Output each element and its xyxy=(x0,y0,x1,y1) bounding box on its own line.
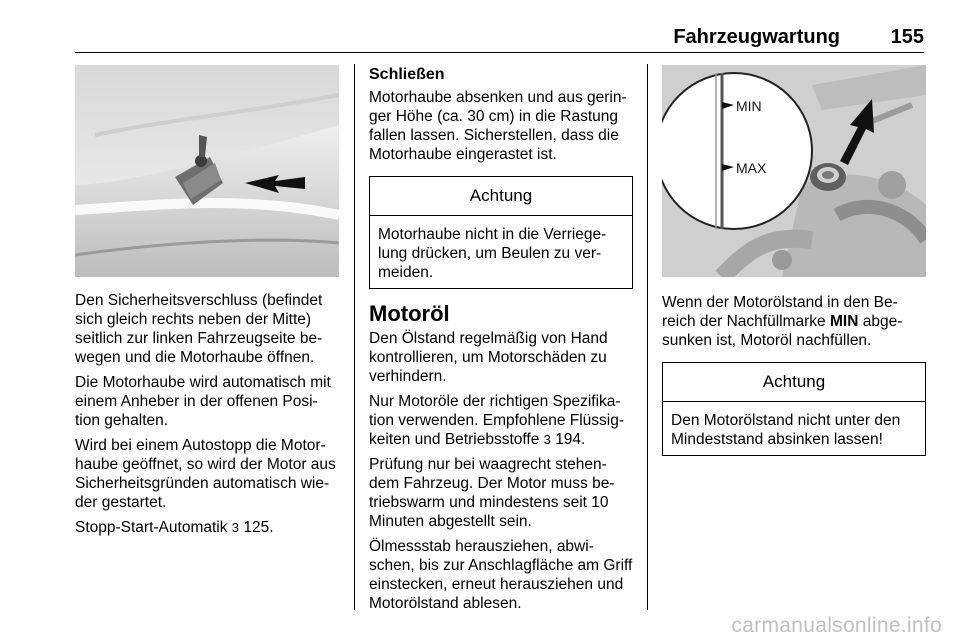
header-rule xyxy=(75,52,924,53)
paragraph-check-oil: Den Ölstand regelmäßig von Hand kontrollieren, um Motorschäden zu verhindern. xyxy=(369,330,608,385)
column-2 xyxy=(369,65,633,619)
hood-latch-illustration xyxy=(75,65,339,277)
page-reference-icon: 3 xyxy=(231,520,240,535)
caution-text: Motorhaube nicht in die Verriege-lung drücken, um Beulen zu ver-meiden. xyxy=(378,226,607,281)
closing-heading: Schließen xyxy=(369,66,445,83)
dipstick-illustration xyxy=(662,65,926,277)
column-1 xyxy=(75,65,341,543)
dipstick-figure xyxy=(662,65,926,277)
paragraph-dipstick: Ölmessstab herausziehen, abwi-schen, bis zur Anschlagfläche am Griff einstecken, erneut herausziehen und Motorölstand ablesen. xyxy=(369,538,633,612)
paragraph-release-latch: Den Sicherheitsverschluss (befindet sich gleich rechts neben der Mitte) seitlich zur linken Fahrzeugseite be-wegen und die Motorhaube öffnen. xyxy=(75,292,323,366)
paragraph-oil-specification: Nur Motoröle der richtigen Spezifika-tion verwenden. Empfohlene Flüssig-keiten und Betriebsstoffe 3 194. xyxy=(369,393,625,448)
paragraph-hood-lifter: Die Motorhaube wird automatisch mit einem Anheber in der offenen Posi-tion gehalten. xyxy=(75,374,331,429)
xref-page[interactable]: 194. xyxy=(555,431,586,448)
running-header-title: Fahrzeugwartung xyxy=(673,26,840,48)
column-divider-left xyxy=(354,64,355,610)
page-reference-icon: 3 xyxy=(543,432,551,447)
caution-box-hood xyxy=(369,176,633,289)
page-number: 155 xyxy=(890,26,924,48)
min-mark-label: MIN xyxy=(830,313,859,330)
hood-latch-figure xyxy=(75,65,339,277)
caution-title: Achtung xyxy=(663,363,925,402)
dipstick-max-mark: MAX xyxy=(736,160,767,176)
caution-text: Den Motorölstand nicht unter den Mindeststand absinken lassen! xyxy=(671,412,901,448)
column-3 xyxy=(662,65,926,468)
xref-page[interactable]: 125. xyxy=(243,519,274,536)
paragraph-autostop: Wird bei einem Autostopp die Motor-haube geöffnet, so wird der Motor aus Sicherheitsgründen automatisch wie-der gestartet. xyxy=(75,437,336,511)
paragraph-check-conditions: Prüfung nur bei waagrecht stehen-dem Fahrzeug. Der Motor muss be-triebswarm und mindestens seit 10 Minuten abgestellt sein. xyxy=(369,456,615,530)
caution-title: Achtung xyxy=(370,177,632,216)
column-divider-right xyxy=(647,64,648,610)
paragraph-refill-oil: Wenn der Motorölstand in den Be-reich der Nachfüllmarke MIN abge-sunken ist, Motoröl nachfüllen. xyxy=(662,294,903,349)
dipstick-min-mark: MIN xyxy=(736,98,762,114)
paragraph-xref-stop-start xyxy=(75,518,341,537)
closing-paragraph: Motorhaube absenken und aus gerin-ger Höhe (ca. 30 cm) in die Rastung fallen lassen. Sicherstellen, dass die Motorhaube eingerastet ist. xyxy=(369,89,627,163)
xref-label: Stopp-Start-Automatik xyxy=(75,519,228,536)
caution-box-oil-level xyxy=(662,362,926,456)
watermark: carmanualsonline.info xyxy=(731,614,942,637)
section-title-engine-oil: Motoröl xyxy=(369,301,450,326)
